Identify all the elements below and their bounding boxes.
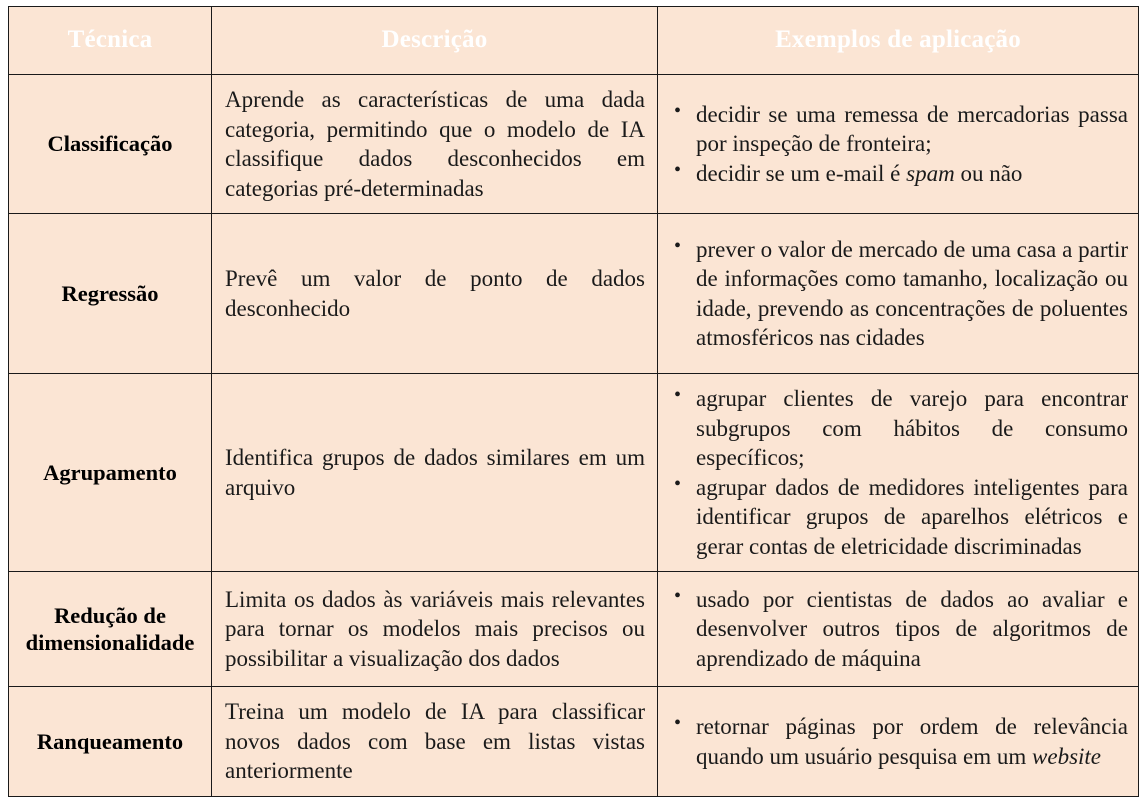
table-row	[9, 687, 1139, 797]
column-header-tecnica: Técnica	[9, 7, 212, 75]
table-row	[9, 572, 1139, 687]
bullet-list	[670, 384, 1128, 561]
list-item-emphasis: website	[1032, 743, 1102, 769]
cell-exemplos	[658, 687, 1139, 797]
list-item	[670, 712, 1128, 771]
cell-descricao: Identifica grupos de dados similares em um arquivo	[212, 374, 658, 572]
list-item	[670, 235, 1128, 353]
list-item	[670, 159, 1128, 189]
list-item-text: prever o valor de mercado de uma casa a partir de informações como tamanho, localização ou idade, prevendo as concentrações de poluentes atmosféricos nas cidades	[696, 236, 1128, 351]
column-header-exemplos: Exemplos de aplicação	[658, 7, 1139, 75]
list-item-text: decidir se um e-mail é	[696, 160, 907, 186]
list-item-text: usado por cientistas de dados ao avaliar e desenvolver outros tipos de algoritmos de aprendizado de máquina	[696, 586, 1128, 671]
list-item	[670, 100, 1128, 159]
techniques-table	[8, 6, 1139, 797]
table-row	[9, 214, 1139, 374]
table-row	[9, 75, 1139, 214]
list-item	[670, 585, 1128, 674]
cell-exemplos	[658, 75, 1139, 214]
cell-exemplos	[658, 374, 1139, 572]
list-item-text: decidir se uma remessa de mercadorias passa por inspeção de fronteira;	[696, 101, 1128, 157]
cell-tecnica: Agrupamento	[9, 374, 212, 572]
header-row	[9, 7, 1139, 75]
table-header	[9, 7, 1139, 75]
list-item-text: retornar páginas por ordem de relevância quando um usuário pesquisa em um	[696, 713, 1128, 769]
cell-descricao: Limita os dados às variáveis mais relevantes para tornar os modelos mais precisos ou possibilitar a visualização dos dados	[212, 572, 658, 687]
cell-tecnica: Regressão	[9, 214, 212, 374]
cell-tecnica: Ranqueamento	[9, 687, 212, 797]
column-header-descricao: Descrição	[212, 7, 658, 75]
bullet-list	[670, 235, 1128, 353]
list-item	[670, 473, 1128, 562]
cell-tecnica: Redução de dimensionalidade	[9, 572, 212, 687]
list-item	[670, 384, 1128, 473]
cell-tecnica: Classificação	[9, 75, 212, 214]
list-item-text: agrupar clientes de varejo para encontrar subgrupos com hábitos de consumo específicos;	[696, 386, 1128, 471]
cell-descricao: Treina um modelo de IA para classificar novos dados com base em listas vistas anteriormente	[212, 687, 658, 797]
bullet-list	[670, 100, 1128, 189]
list-item-text: agrupar dados de medidores inteligentes para identificar grupos de aparelhos elétricos e gerar contas de eletricidade discriminadas	[696, 474, 1128, 559]
table-body	[9, 75, 1139, 797]
cell-descricao: Aprende as características de uma dada categoria, permitindo que o modelo de IA classifique dados desconhecidos em categorias pré-determinadas	[212, 75, 658, 214]
bullet-list	[670, 712, 1128, 771]
list-item-text-tail: ou não	[954, 160, 1023, 186]
bullet-list	[670, 585, 1128, 674]
cell-exemplos	[658, 214, 1139, 374]
list-item-emphasis: spam	[906, 160, 955, 186]
cell-descricao: Prevê um valor de ponto de dados desconhecido	[212, 214, 658, 374]
cell-exemplos	[658, 572, 1139, 687]
table-row	[9, 374, 1139, 572]
